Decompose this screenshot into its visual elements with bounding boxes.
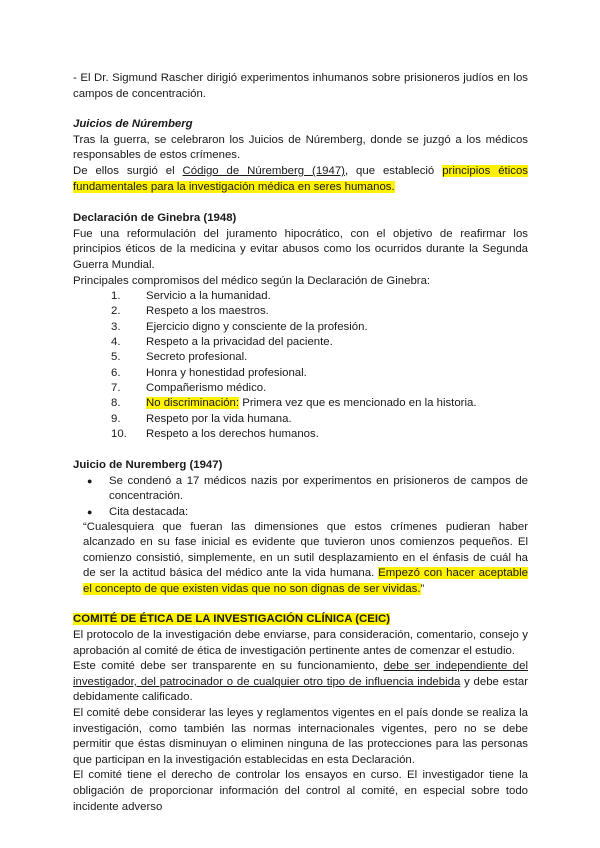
bullet-icon: ●	[87, 475, 93, 486]
list-number: 1.	[111, 290, 121, 303]
list-item	[73, 505, 528, 520]
ceic-paragraph-1: El protocolo de la investigación debe enviarse, para consideración, comentario, consejo y aprobación al comité de ética de investigación pertinente antes de comenzar el estudio.	[73, 629, 528, 657]
list-text: Secreto profesional.	[146, 351, 248, 364]
list-item	[73, 335, 528, 350]
ceic-paragraph-4: El comité tiene el derecho de controlar los ensayos en curso. El investigador tiene la obligación de proporcionar información del control al comité, en especial sobre todo incidente adverso	[73, 769, 528, 813]
quote-paragraph	[73, 520, 528, 598]
list-item	[73, 474, 528, 505]
text-run: , que estableció	[344, 164, 443, 177]
nuremberg-code-paragraph	[73, 164, 528, 195]
list-number: 4.	[111, 336, 121, 349]
nuremberg-1947-heading: Juicio de Nuremberg (1947)	[73, 459, 223, 472]
ceic-heading	[73, 612, 528, 628]
list-item	[73, 427, 528, 442]
list-text: Respeto a los derechos humanos.	[146, 427, 319, 440]
list-number: 7.	[111, 381, 121, 394]
document-page	[73, 0, 528, 815]
list-text: Ejercicio digno y consciente de la profesión.	[146, 320, 368, 333]
highlighted-text: Empezó con hacer aceptable el concepto de que existen vidas que no son dignas de ser vividas.	[83, 567, 528, 595]
nuremberg-trials-heading: Juicios de Núremberg	[73, 118, 193, 131]
underlined-text: debe ser independiente del investigador, del patrocinador o de cualquier otro tipo de influencia indebida	[73, 660, 528, 688]
text-run: “Cualesquiera que fueran las dimensiones que estos crímenes pudieran haber alcanzado en su fase inicial es evidente que tuvieron unos comienzos pequeños. El comienzo consistió, simplemente, en un sutil desplazamiento en el énfasis de cuál ha de ser la actitud básica del médico ante la vida humana.	[83, 520, 528, 580]
text-run: y debe estar debidamente calificado.	[73, 675, 528, 704]
list-number: 6.	[111, 366, 121, 379]
list-text: Se condenó a 17 médicos nazis por experimentos en prisioneros de campos de concentración.	[109, 474, 528, 503]
highlighted-text: principios éticos fundamentales para la investigación médica en seres humanos.	[73, 164, 528, 193]
list-number: 2.	[111, 305, 121, 318]
list-number: 5.	[111, 351, 121, 364]
list-item	[73, 366, 528, 381]
list-number: 3.	[111, 320, 121, 333]
list-item	[73, 396, 528, 411]
list-text: Respeto a la privacidad del paciente.	[146, 336, 333, 349]
list-item	[73, 289, 528, 304]
list-text: Honra y honestidad profesional.	[146, 366, 307, 379]
list-text: Cita destacada:	[109, 505, 189, 518]
geneva-list-intro: Principales compromisos del médico según la Declaración de Ginebra:	[73, 274, 431, 287]
text-run: ”	[420, 582, 425, 595]
list-item	[73, 412, 528, 427]
geneva-commitments-list	[73, 289, 528, 442]
nuremberg-1947-bullets	[73, 474, 528, 520]
list-item	[73, 350, 528, 365]
list-text: Primera vez que es mencionado en la historia.	[239, 397, 477, 410]
highlighted-text: COMITÉ DE ÉTICA DE LA INVESTIGACIÓN CLÍNICA (CEIC)	[73, 613, 391, 626]
list-text: Respeto por la vida humana.	[146, 412, 292, 425]
geneva-paragraph: Fue una reformulación del juramento hipocrático, con el objetivo de reafirmar los principios éticos de la medicina y evitar abusos como los ocurridos durante la Segunda Guerra Mundial.	[73, 227, 528, 271]
ceic-paragraph-3: El comité debe considerar las leyes y reglamentos vigentes en el país donde se realiza la investigación, como también las normas internacionales vigentes, pero no se debe permitir que éstas disminuyan o eliminen ninguna de las protecciones para las personas que participan en la investigación establecidas en esta Declaración.	[73, 706, 528, 766]
text-run: De ellos surgió el	[73, 164, 183, 177]
geneva-heading: Declaración de Ginebra (1948)	[73, 212, 237, 225]
ceic-paragraph-2	[73, 659, 528, 706]
text-run: Este comité debe ser transparente en su funcionamiento,	[73, 660, 384, 673]
highlighted-text: No discriminación:	[146, 397, 240, 410]
list-number: 10.	[111, 427, 127, 440]
list-text: Servicio a la humanidad.	[146, 290, 271, 303]
list-item	[73, 381, 528, 396]
nuremberg-trials-paragraph: Tras la guerra, se celebraron los Juicios de Núremberg, donde se juzgó a los médicos responsables de estos crímenes.	[73, 133, 528, 162]
bullet-icon: ●	[87, 506, 93, 517]
list-item	[73, 320, 528, 335]
intro-paragraph: - El Dr. Sigmund Rascher dirigió experimentos inhumanos sobre prisioneros judíos en los campos de concentración.	[73, 72, 528, 100]
list-item	[73, 304, 528, 319]
list-text: Compañerismo médico.	[146, 381, 267, 394]
list-number: 8.	[111, 397, 121, 410]
nuremberg-code-link[interactable]: Código de Núremberg (1947)	[182, 164, 345, 177]
list-text: Respeto a los maestros.	[146, 305, 269, 318]
list-number: 9.	[111, 412, 121, 425]
